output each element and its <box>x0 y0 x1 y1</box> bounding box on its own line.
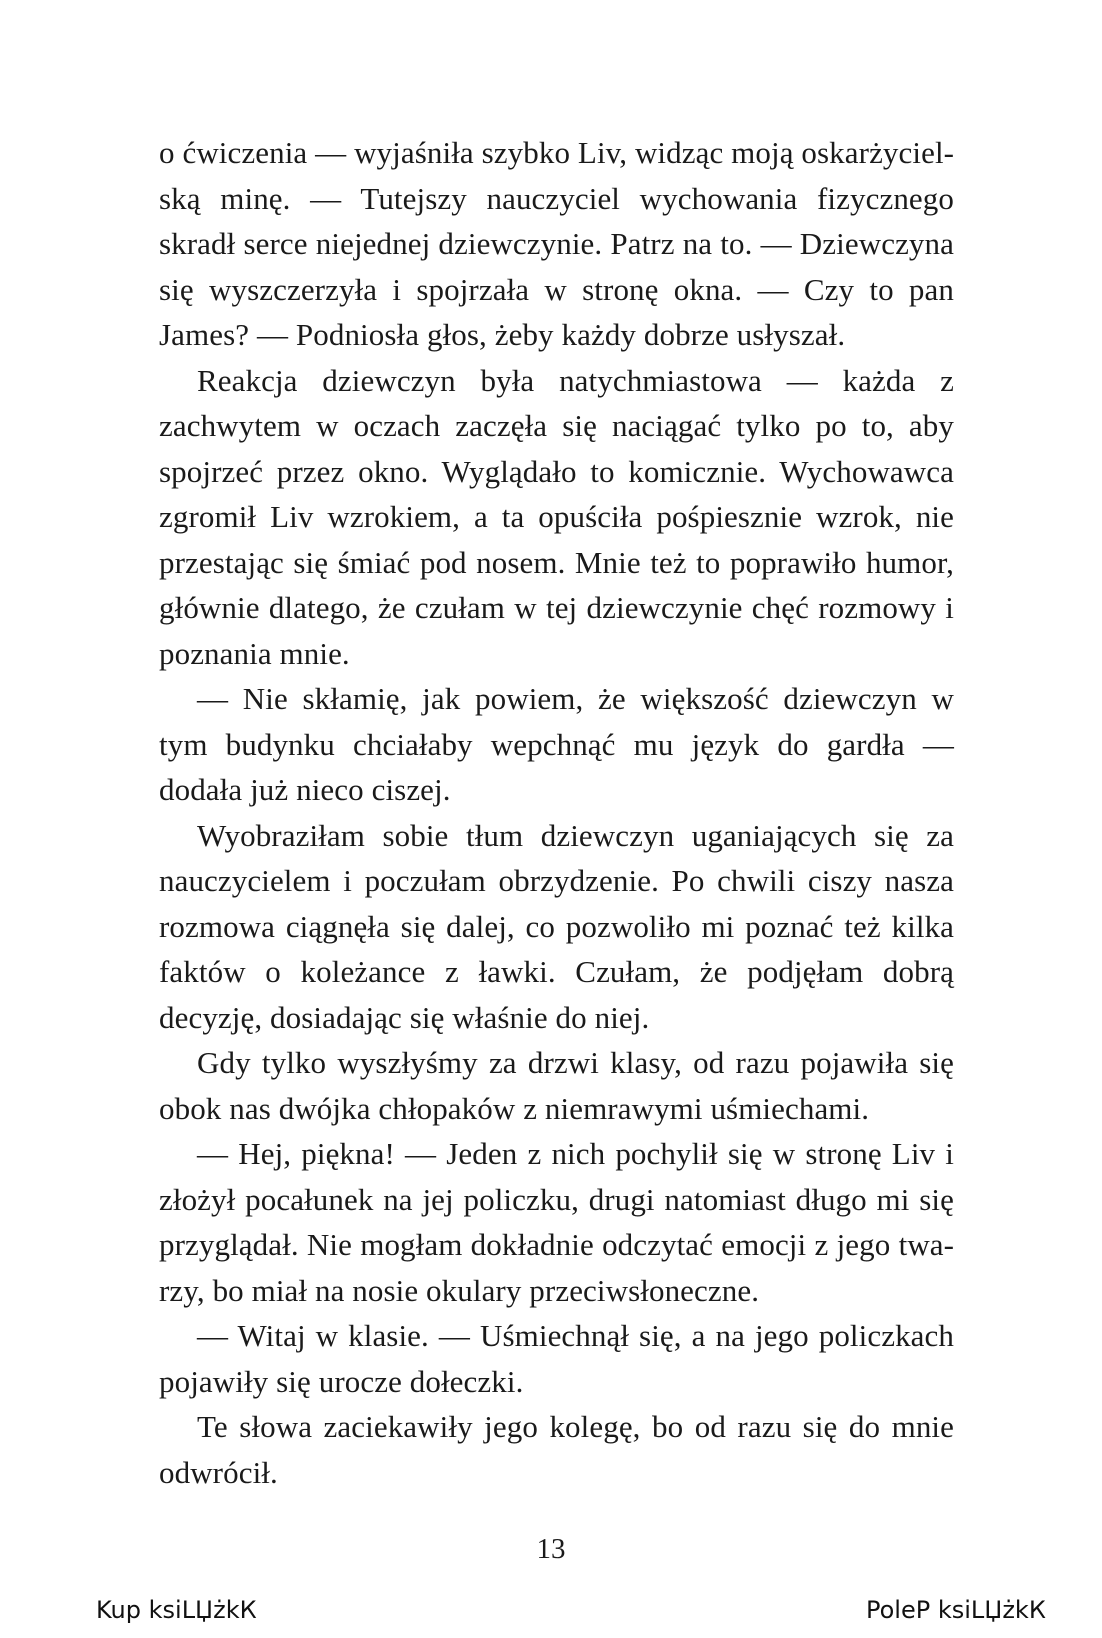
paragraph: — Hej, piękna! — Jeden z nich pochylił się w stronę Liv i złożył pocałunek na jej policzku, drugi natomiast długo mi się przyglądał. Nie mogłam dokładnie odczytać emocji z jego twarzy, bo miał na nosie okulary przeciwsłoneczne. <box>159 1136 954 1308</box>
book-page-body <box>159 130 954 1495</box>
paragraph: — Witaj w klasie. — Uśmiechnął się, a na jego policzkach pojawiły się urocze dołeczki. <box>159 1318 954 1399</box>
paragraph: Reakcja dziewczyn była natychmiastowa — każda z zachwytem w oczach zaczęła się naciągać tylko po to, aby spojrzeć przez okno. Wyglądało to komicznie. Wychowawca zgromił Liv wzrokiem, a ta opuściła pośpiesznie wzrok, nie przestając się śmiać pod nosem. Mnie też to poprawiło humor, głównie dlatego, że czułam w tej dziewczynie chęć rozmowy i poznania mnie. <box>159 362 954 671</box>
paragraph: o ćwiczenia — wyjaśniła szybko Liv, widząc moją oskarżycielską minę. — Tutejszy nauczyciel wychowania fizycznego skradł serce niejednej dziewczynie. Patrz na to. — Dziewczyna się wyszczerzyła i spojrzała w stronę okna. — Czy to pan James? — Podniosła głos, żeby każdy dobrze usłyszał. <box>159 135 954 352</box>
paragraph: Te słowa zaciekawiły jego kolegę, bo od razu się do mnie odwrócił. <box>159 1409 954 1490</box>
recommend-book-link[interactable]: PoleР ksiLЏżkК <box>866 1596 1046 1624</box>
buy-book-link[interactable]: Kup ksiLЏżkК <box>96 1596 257 1624</box>
page-number: 13 <box>536 1533 566 1565</box>
paragraph: Gdy tylko wyszłyśmy za drzwi klasy, od razu pojawiła się obok nas dwójka chłopaków z niemrawymi uśmiechami. <box>159 1045 954 1126</box>
paragraph: Wyobraziłam sobie tłum dziewczyn uganiających się za nauczycielem i poczułam obrzydzenie. Po chwili ciszy nasza rozmowa ciągnęła się dalej, co pozwoliło mi poznać też kilka faktów o koleżance z ławki. Czułam, że podjęłam dobrą decyzję, dosiadając się właśnie do niej. <box>159 817 954 1035</box>
paragraph: — Nie skłamię, jak powiem, że większość dziewczyn w tym budynku chciałaby wepchnąć mu język do gardła — dodała już nieco ciszej. <box>159 681 954 807</box>
